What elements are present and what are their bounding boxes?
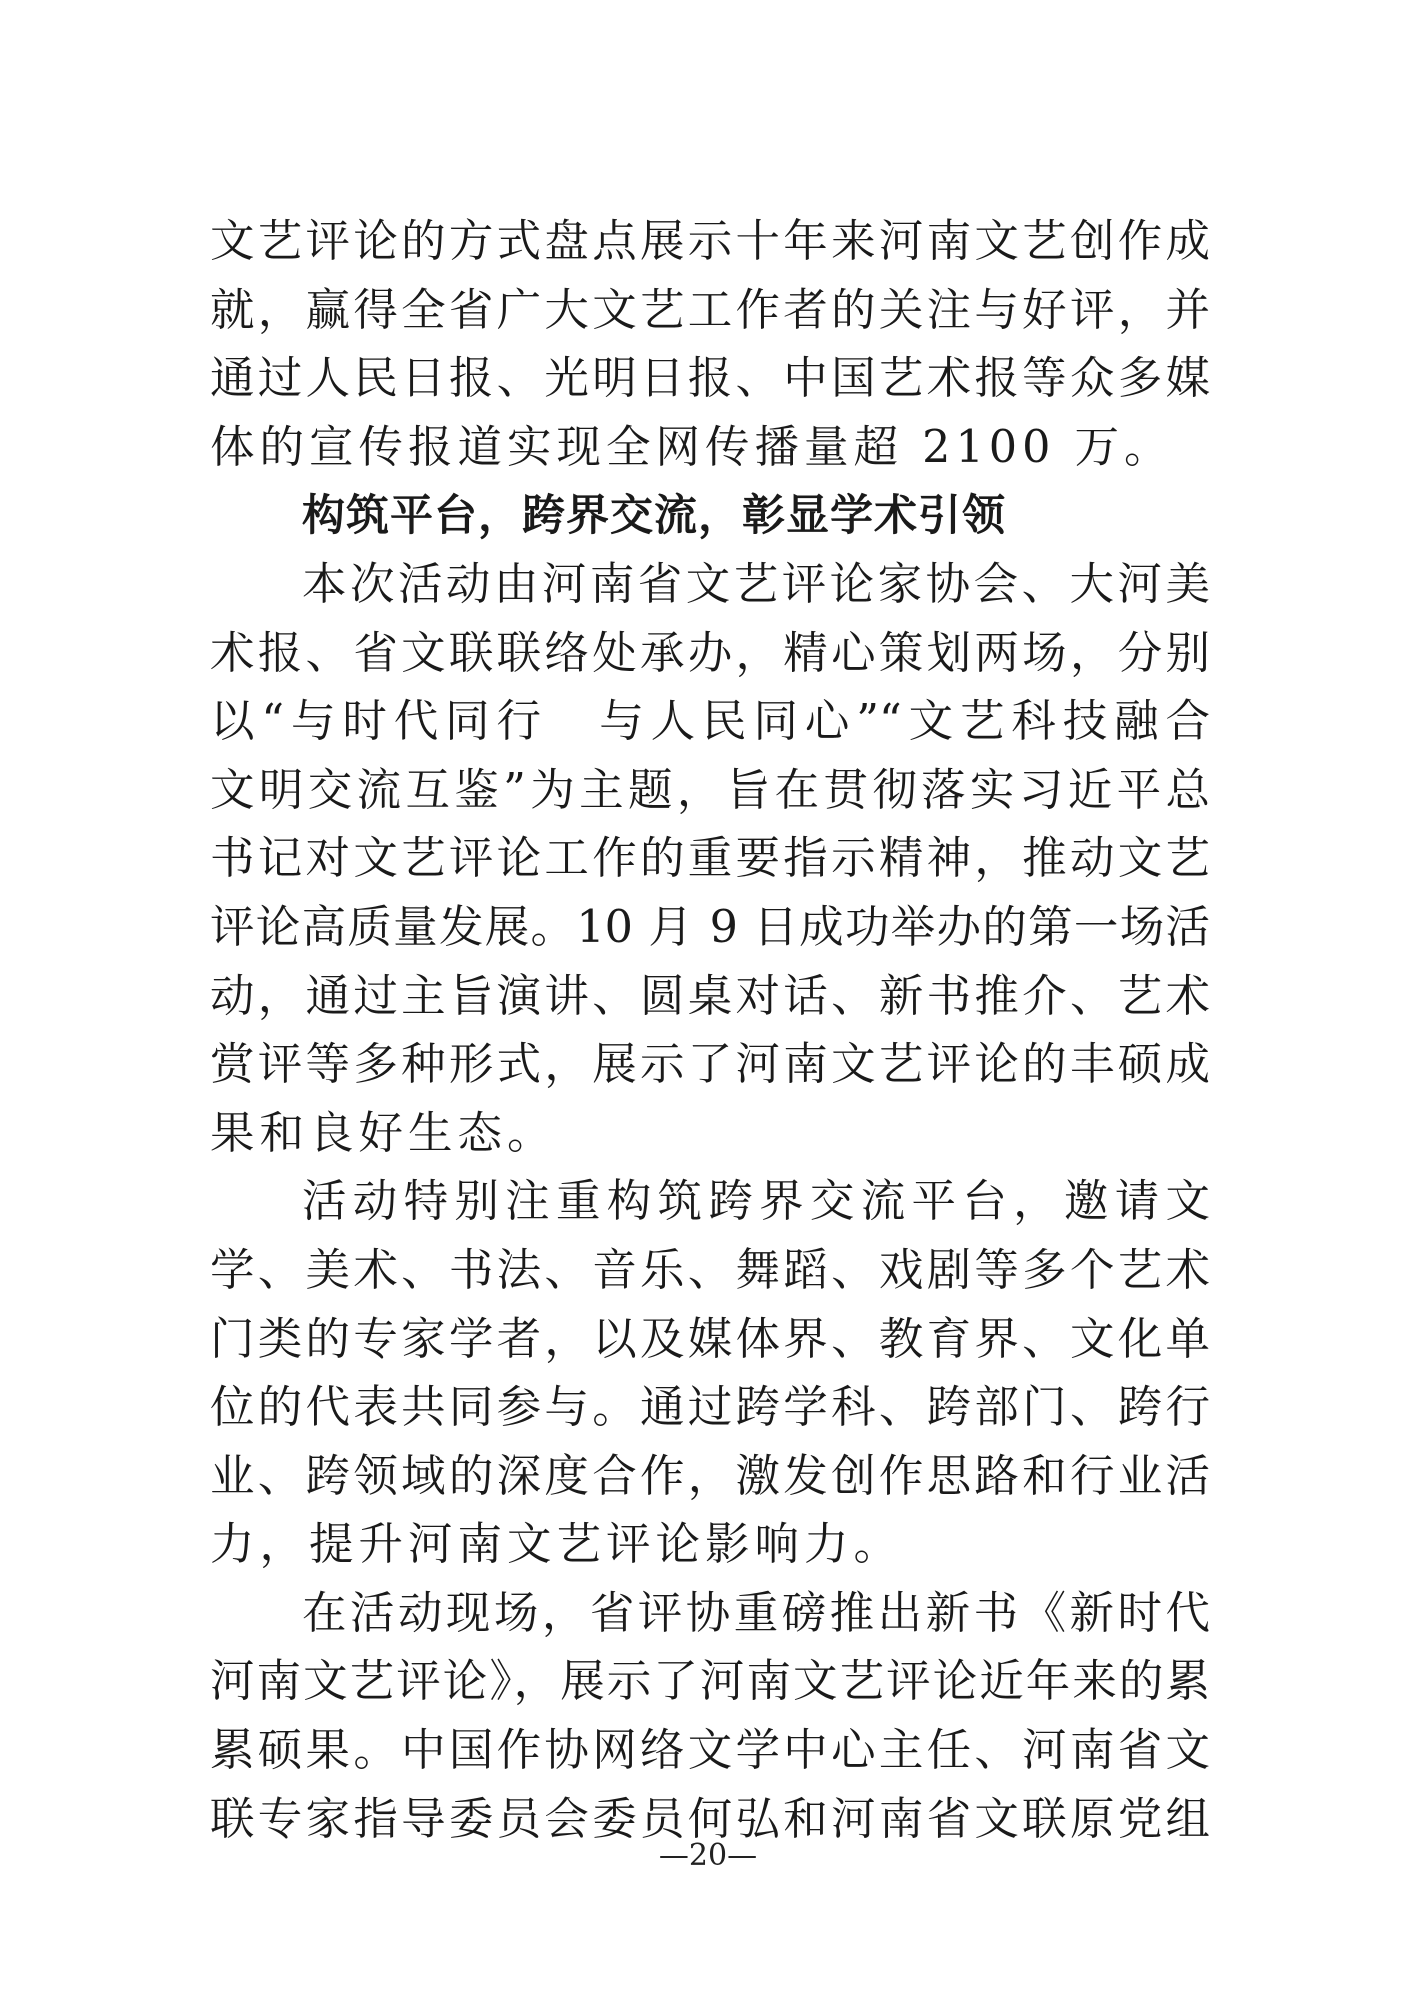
text-line: 文明交流互鉴”为主题，旨在贯彻落实习近平总 [210, 764, 1210, 816]
text-line: 通过人民日报、光明日报、中国艺术报等众多媒 [210, 353, 1210, 405]
text-line: 联专家指导委员会委员何弘和河南省文联原党组 [210, 1793, 1210, 1845]
body-text [210, 208, 1210, 1854]
text-line: 门类的专家学者，以及媒体界、教育界、文化单 [210, 1313, 1210, 1365]
text-line: 动，通过主旨演讲、圆桌对话、新书推介、艺术 [210, 970, 1210, 1022]
text-line: 力，提升河南文艺评论影响力。 [210, 1519, 904, 1571]
text-line: 业、跨领域的深度合作，激发创作思路和行业活 [210, 1450, 1210, 1502]
text-line: 位的代表共同参与。通过跨学科、跨部门、跨行 [210, 1382, 1210, 1434]
paragraph-start-line: 活动特别注重构筑跨界交流平台，邀请文 [302, 1176, 1210, 1228]
text-line: 以“与时代同行 与人民同心”“文艺科技融合 [210, 696, 1210, 748]
text-line: 累硕果。中国作协网络文学中心主任、河南省文 [210, 1725, 1210, 1777]
text-line: 文艺评论的方式盘点展示十年来河南文艺创作成 [210, 216, 1210, 267]
text-line: 学、美术、书法、音乐、舞蹈、戏剧等多个艺术 [210, 1244, 1210, 1296]
text-line: 体的宣传报道实现全网传播量超 2100 万。 [210, 421, 1174, 473]
text-line: 赏评等多种形式，展示了河南文艺评论的丰硕成 [210, 1039, 1210, 1091]
section-heading: 构筑平台，跨界交流，彰显学术引领 [302, 491, 1006, 542]
paragraph-start-line: 本次活动由河南省文艺评论家协会、大河美 [302, 558, 1210, 610]
text-line: 果和良好生态。 [210, 1107, 557, 1159]
text-line: 术报、省文联联络处承办，精心策划两场，分别 [210, 627, 1210, 679]
text-line: 书记对文艺评论工作的重要指示精神，推动文艺 [210, 833, 1210, 885]
page-number: —20— [658, 1838, 758, 1873]
text-line: 就，赢得全省广大文艺工作者的关注与好评，并 [210, 284, 1210, 336]
paragraph-start-line: 在活动现场，省评协重磅推出新书《新时代 [302, 1587, 1210, 1639]
text-line: 评论高质量发展。10 月 9 日成功举办的第一场活 [210, 901, 1210, 953]
text-line: 河南文艺评论》，展示了河南文艺评论近年来的累 [210, 1656, 1210, 1708]
